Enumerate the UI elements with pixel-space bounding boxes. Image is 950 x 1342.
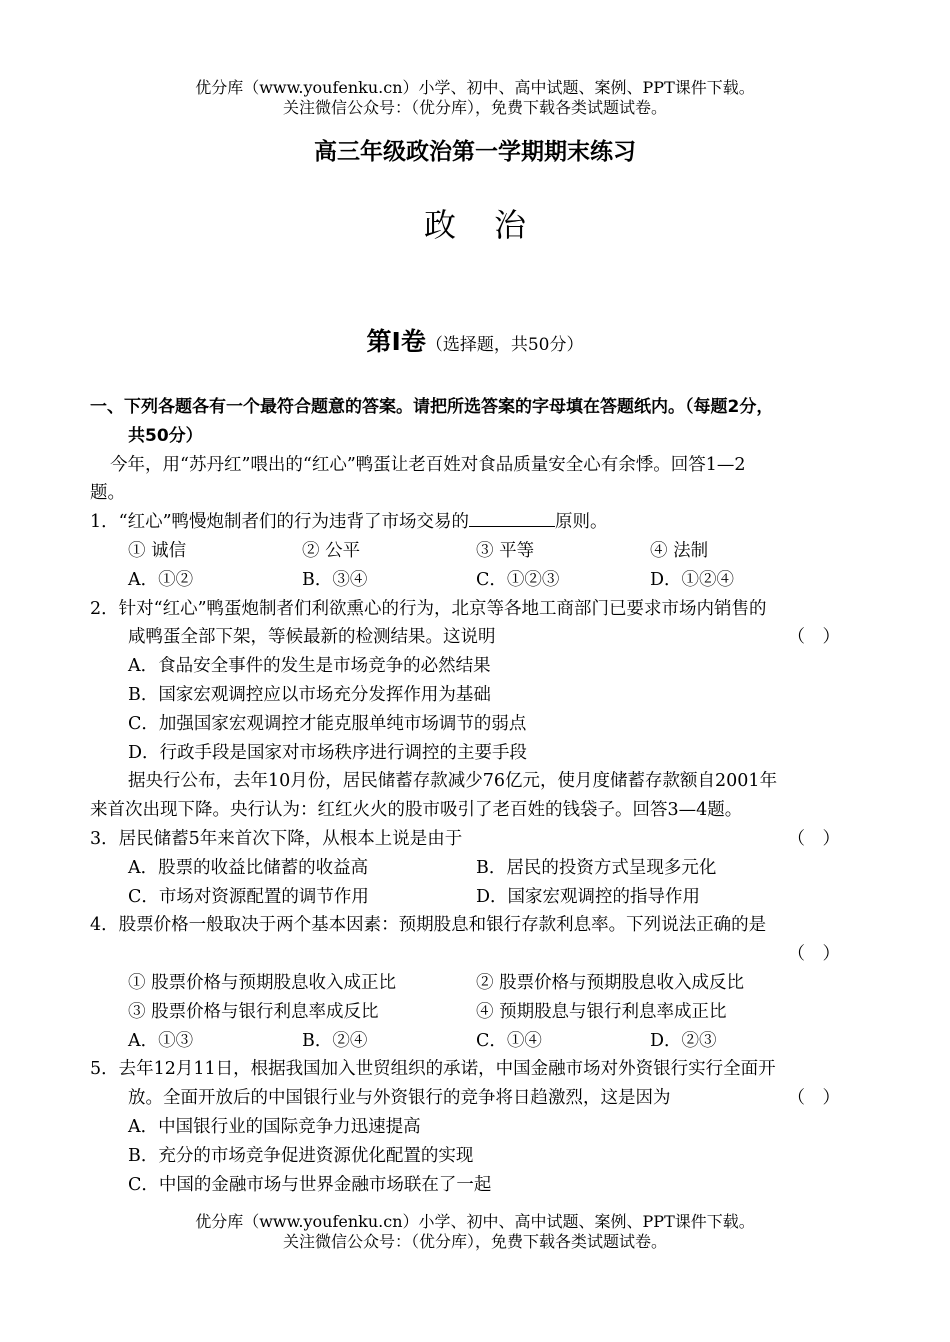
q3-option-a: A．股票的收益比储蓄的收益高 (128, 857, 369, 878)
question-4-items-row-2 (90, 998, 870, 1027)
q3-option-d: D．国家宏观调控的指导作用 (476, 886, 701, 907)
q1-option-d: D．①②④ (650, 569, 735, 590)
q2-option-c: C．加强国家宏观调控才能克服单纯市场调节的弱点 (128, 713, 527, 734)
q5-option-b: B．充分的市场竞争促进资源优化配置的实现 (128, 1145, 474, 1166)
question-4-options (90, 1027, 870, 1056)
footer-line-1: 优分库（www.youfenku.cn）小学、初中、高中试题、案例、PPT课件下载。 (195, 1212, 755, 1231)
answer-paren: （ ） (787, 1088, 840, 1109)
question-3-stem (90, 825, 870, 854)
question-1-stem (90, 508, 870, 537)
answer-paren: （ ） (787, 627, 840, 648)
passage-1-line-1: 今年，用“苏丹红”喂出的“红心”鸭蛋让老百姓对食品质量安全心有余悸。回答1—2 (110, 454, 746, 475)
question-1-items (90, 537, 870, 566)
volume-heading (0, 322, 950, 358)
header-line-1: 优分库（www.youfenku.cn）小学、初中、高中试题、案例、PPT课件下载。 (195, 78, 755, 97)
answer-blank (469, 508, 555, 527)
q2-option-d: D．行政手段是国家对市场秩序进行调控的主要手段 (128, 742, 528, 763)
question-4-paren-line (90, 940, 870, 969)
header-line-2: 关注微信公众号：（优分库），免费下载各类试题试卷。 (282, 98, 667, 117)
q4-item-1: ① 股票价格与预期股息收入成正比 (128, 972, 397, 993)
page-header (0, 78, 950, 118)
question-1-stem-a: 1．“红心”鸭慢炮制者们的行为违背了市场交易的 (90, 512, 470, 533)
subject-title: 政治 (423, 206, 564, 244)
exam-title: 高三年级政治第一学期期末练习 (314, 139, 636, 165)
question-2-line-1: 2．针对“红心”鸭蛋炮制者们利欲熏心的行为，北京等各地工商部门已要求市场内销售的 (90, 598, 767, 619)
q4-item-4: ④ 预期股息与银行利息率成正比 (476, 1001, 727, 1022)
q3-option-c: C．市场对资源配置的调节作用 (128, 886, 369, 907)
q1-option-b: B．③④ (302, 569, 368, 590)
q4-option-c: C．①④ (476, 1030, 542, 1051)
question-2-line-2-text: 咸鸭蛋全部下架，等候最新的检测结果。这说明 (128, 627, 496, 648)
footer-line-2: 关注微信公众号：（优分库），免费下载各类试题试卷。 (282, 1232, 667, 1251)
q4-option-b: B．②④ (302, 1030, 368, 1051)
q5-option-a: A．中国银行业的国际竞争力迅速提高 (128, 1116, 421, 1137)
passage-2-line-1: 据央行公布，去年10月份，居民储蓄存款减少76亿元，使月度储蓄存款额自2001年 (128, 771, 778, 792)
q2-option-b: B．国家宏观调控应以市场充分发挥作用为基础 (128, 684, 491, 705)
question-4-items-row-1 (90, 969, 870, 998)
q1-item-3: ③ 平等 (476, 540, 535, 561)
q4-item-2: ② 股票价格与预期股息收入成反比 (476, 972, 745, 993)
passage-1-line-2: 题。 (90, 483, 125, 504)
section-instruction-line-1: 一、下列各题各有一个最符合题意的答案。请把所选答案的字母填在答题纸内。（每题2分， (90, 397, 774, 417)
question-1-options (90, 566, 870, 595)
q4-option-d: D．②③ (650, 1030, 717, 1051)
question-body (90, 393, 870, 1199)
q2-option-a: A．食品安全事件的发生是市场竞争的必然结果 (128, 656, 491, 677)
question-2-line-2 (90, 623, 870, 652)
q1-item-4: ④ 法制 (650, 540, 709, 561)
q1-option-a: A．①② (128, 569, 194, 590)
answer-paren: （ ） (787, 828, 840, 849)
question-5-line-1: 5．去年12月11日，根据我国加入世贸组织的承诺，中国金融市场对外资银行实行全面开 (90, 1059, 776, 1080)
question-5-line-2-text: 放。全面开放后的中国银行业与外资银行的竞争将日趋激烈，这是因为 (128, 1088, 671, 1109)
section-instruction-line-2: 共50分） (128, 425, 203, 446)
question-5-line-2 (90, 1084, 870, 1113)
question-1-stem-b: 原则。 (555, 512, 608, 533)
question-3-options-row-1 (90, 854, 870, 883)
q1-item-2: ② 公平 (302, 540, 361, 561)
volume-note: （选择题，共50分） (425, 335, 584, 355)
q1-option-c: C．①②③ (476, 569, 560, 590)
passage-2-line-2: 来首次出现下降。央行认为：红红火火的股市吸引了老百姓的钱袋子。回答3—4题。 (90, 800, 743, 821)
answer-paren: （ ） (787, 944, 840, 965)
q4-option-a: A．①③ (128, 1030, 194, 1051)
q3-option-b: B．居民的投资方式呈现多元化 (476, 857, 717, 878)
volume-label: 第Ⅰ卷 (366, 327, 426, 356)
q5-option-c: C．中国的金融市场与世界金融市场联在了一起 (128, 1174, 492, 1195)
q4-item-3: ③ 股票价格与银行利息率成反比 (128, 1001, 379, 1022)
question-4-stem: 4．股票价格一般取决于两个基本因素：预期股息和银行存款利息率。下列说法正确的是 (90, 915, 767, 936)
question-3-options-row-2 (90, 883, 870, 912)
page-footer (0, 1212, 950, 1252)
q1-item-1: ① 诚信 (128, 540, 187, 561)
question-3-stem-text: 3．居民储蓄5年来首次下降，从根本上说是由于 (90, 828, 463, 849)
